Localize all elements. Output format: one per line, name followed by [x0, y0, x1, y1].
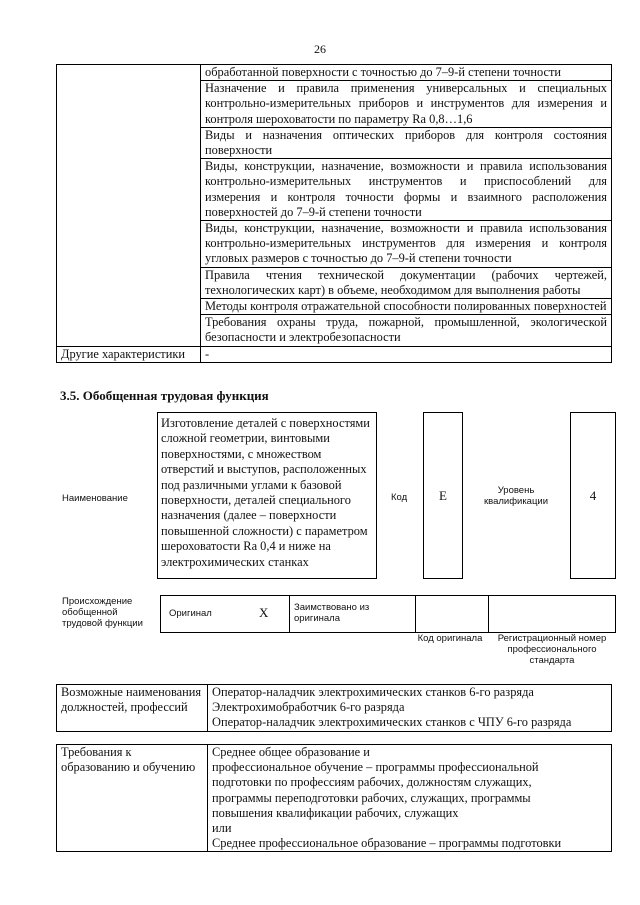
original-mark: X [259, 605, 269, 620]
origin-row [160, 595, 616, 633]
other-characteristics-value: - [201, 346, 612, 362]
table-cell: Правила чтения технической документации (рабочих чертежей, технологических карт) в объеме, необходимом для выполнения работы [201, 267, 612, 298]
table-row [57, 745, 612, 852]
positions-table [56, 684, 612, 732]
positions-list [208, 685, 612, 732]
table-row [57, 685, 612, 732]
positions-label: Возможные наименования должностей, профессий [57, 685, 208, 732]
code-label: Код [391, 492, 408, 503]
function-name-value: Изготовление деталей с поверхностями сложной геометрии, винтовыми поверхностями, с множеством отверстий и выступов, расположенных под различными углами к базовой поверхности, деталей специального назначения (далее – поверхности повышенной сложности) с параметром шероховатости Ra 0,4 и ниже на электрохимических станках [161, 416, 370, 569]
original-label: Оригинал [169, 608, 212, 619]
list-item: Оператор-наладчик электрохимических станков 6-го разряда [212, 685, 534, 699]
table-cell: Виды и назначения оптических приборов для контроля состояния поверхности [201, 127, 612, 158]
text-line: повышения квалификации рабочих, служащих [212, 805, 459, 820]
text-line: подготовки по профессиям рабочих, должностям служащих, [212, 775, 532, 790]
table-row [57, 65, 612, 81]
code-value: E [423, 412, 463, 579]
table-cell: Виды, конструкции, назначение, возможности и правила использования контрольно-измерительных инструментов и приспособлений для измерения и контроля точности формы и взаимного расположения поверхностей до 7–9-й степени точности [201, 159, 612, 221]
qualification-level-label: Уровень квалификации [483, 485, 549, 507]
page-number: 26 [314, 42, 326, 56]
reg-number-caption: Регистрационный номер профессионального стандарта [497, 633, 607, 666]
education-label: Требования к образованию и обучению [57, 745, 208, 852]
text-line: программы переподготовки рабочих, служащих, программы [212, 790, 531, 805]
other-characteristics-label: Другие характеристики [57, 346, 201, 362]
education-table [56, 744, 612, 852]
table-cell: Методы контроля отражательной способности полированных поверхностей [201, 299, 612, 315]
reg-number-cell [488, 596, 615, 632]
qualification-level-value: 4 [570, 412, 616, 579]
knowledge-table [56, 64, 612, 363]
text-line: профессиональное обучение – программы профессиональной [212, 760, 539, 775]
text-line: Среднее общее образование и [212, 745, 370, 759]
list-item: Оператор-наладчик электрохимических станков с ЧПУ 6-го разряда [212, 715, 572, 730]
row-label-empty [57, 65, 201, 347]
list-item: Электрохимобработчик 6-го разряда [212, 700, 405, 715]
table-cell: обработанной поверхности с точностью до 7–9-й степени точности [201, 65, 612, 81]
origin-label: Происхождение обобщенной трудовой функции [62, 596, 143, 629]
table-cell: Назначение и правила применения универсальных и специальных контрольно-измерительных приборов и инструментов для измерения и контроля шероховатости по параметру Ra 0,8…1,6 [201, 81, 612, 128]
table-cell: Требования охраны труда, пожарной, промышленной, экологической безопасности и электробезопасности [201, 315, 612, 346]
borrowed-label: Заимствовано из оригинала [294, 602, 370, 624]
name-label: Наименование [62, 493, 128, 504]
table-row [57, 346, 612, 362]
borrowed-cell [289, 596, 416, 632]
original-code-cell [415, 596, 489, 632]
table-cell: Виды, конструкции, назначение, возможности и правила использования контрольно-измерительных инструментов для измерения и контроля угловых размеров с точностью до 7–9-й степени точности [201, 221, 612, 268]
education-lines [208, 745, 612, 852]
text-line: Среднее профессиональное образование – программы подготовки [212, 836, 562, 851]
section-title: 3.5. Обобщенная трудовая функция [60, 388, 269, 403]
text-line: или [212, 821, 232, 836]
original-code-caption: Код оригинала [417, 633, 483, 644]
